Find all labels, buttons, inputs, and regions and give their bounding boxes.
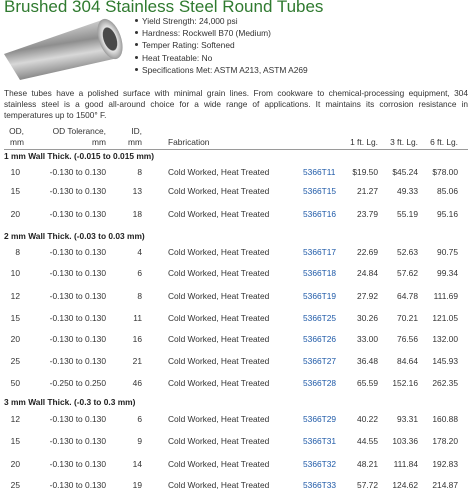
- cell-od: 8: [15, 247, 20, 257]
- cell-price-3ft: $45.24: [392, 167, 418, 177]
- table-row: [0, 356, 474, 370]
- cell-price-6ft: 178.20: [432, 436, 458, 446]
- cell-price-1ft: 30.26: [357, 313, 378, 323]
- cell-tolerance: -0.130 to 0.130: [49, 313, 106, 323]
- table-row: [0, 313, 474, 327]
- cell-price-6ft: $78.00: [432, 167, 458, 177]
- cell-od: 20: [10, 209, 20, 219]
- header-id-unit: mm: [128, 137, 142, 147]
- cell-price-6ft: 99.34: [437, 268, 458, 278]
- cell-price-3ft: 103.36: [392, 436, 418, 446]
- product-description: These tubes have a polished surface with minimal grain lines. From cookware to chemical-processing equipment, 304 stainless steel is a good all-around choice for a wide range of applications. It maintains its corrosion resistance in temperatures up to 1500° F.: [4, 88, 468, 120]
- cell-price-6ft: 192.83: [432, 459, 458, 469]
- part-number-link[interactable]: 5366T31: [303, 436, 337, 446]
- cell-price-1ft: 65.59: [357, 378, 378, 388]
- table-row: [0, 167, 474, 181]
- cell-price-3ft: 57.62: [397, 268, 418, 278]
- cell-tolerance: -0.130 to 0.130: [49, 334, 106, 344]
- cell-id: 14: [132, 459, 142, 469]
- cell-od: 25: [10, 356, 20, 366]
- header-price-3ft: 3 ft. Lg.: [390, 137, 418, 147]
- cell-tolerance: -0.130 to 0.130: [49, 247, 106, 257]
- cell-fabrication: Cold Worked, Heat Treated: [168, 313, 270, 323]
- cell-price-6ft: 90.75: [437, 247, 458, 257]
- cell-price-1ft: 21.27: [357, 186, 378, 196]
- cell-price-3ft: 76.56: [397, 334, 418, 344]
- cell-id: 8: [137, 167, 142, 177]
- specs-list: [134, 15, 308, 76]
- cell-tolerance: -0.130 to 0.130: [49, 480, 106, 490]
- table-row: [0, 480, 474, 494]
- group-title: 2 mm Wall Thick. (-0.03 to 0.03 mm): [4, 231, 145, 241]
- cell-tolerance: -0.130 to 0.130: [49, 186, 106, 196]
- cell-price-1ft: 36.48: [357, 356, 378, 366]
- cell-fabrication: Cold Worked, Heat Treated: [168, 209, 270, 219]
- cell-price-3ft: 49.33: [397, 186, 418, 196]
- cell-price-3ft: 124.62: [392, 480, 418, 490]
- cell-fabrication: Cold Worked, Heat Treated: [168, 459, 270, 469]
- cell-price-1ft: 27.92: [357, 291, 378, 301]
- cell-price-6ft: 132.00: [432, 334, 458, 344]
- header-tolerance-unit: mm: [92, 137, 106, 147]
- cell-od: 10: [10, 167, 20, 177]
- cell-price-6ft: 262.35: [432, 378, 458, 388]
- cell-fabrication: Cold Worked, Heat Treated: [168, 186, 270, 196]
- header-id-label: ID,: [131, 126, 142, 136]
- header-divider: [4, 149, 468, 150]
- cell-id: 21: [132, 356, 142, 366]
- cell-id: 18: [132, 209, 142, 219]
- cell-od: 15: [10, 313, 20, 323]
- cell-fabrication: Cold Worked, Heat Treated: [168, 480, 270, 490]
- header-od-unit: mm: [10, 137, 24, 147]
- header-od: [0, 126, 24, 148]
- part-number-link[interactable]: 5366T15: [303, 186, 337, 196]
- part-number-link[interactable]: 5366T32: [303, 459, 337, 469]
- cell-price-6ft: 121.05: [432, 313, 458, 323]
- cell-price-3ft: 52.63: [397, 247, 418, 257]
- part-number-link[interactable]: 5366T16: [303, 209, 337, 219]
- spec-specifications-met: Specifications Met: ASTM A213, ASTM A269: [134, 64, 308, 76]
- cell-fabrication: Cold Worked, Heat Treated: [168, 334, 270, 344]
- part-number-link[interactable]: 5366T19: [303, 291, 337, 301]
- header-price-1ft: 1 ft. Lg.: [350, 137, 378, 147]
- group-title: 1 mm Wall Thick. (-0.015 to 0.015 mm): [4, 151, 155, 161]
- part-number-link[interactable]: 5366T29: [303, 414, 337, 424]
- spec-yield-strength: Yield Strength: 24,000 psi: [134, 15, 308, 27]
- cell-fabrication: Cold Worked, Heat Treated: [168, 268, 270, 278]
- cell-od: 50: [10, 378, 20, 388]
- cell-tolerance: -0.130 to 0.130: [49, 167, 106, 177]
- cell-tolerance: -0.130 to 0.130: [49, 291, 106, 301]
- cell-price-1ft: 40.22: [357, 414, 378, 424]
- table-row: [0, 414, 474, 428]
- header-tolerance-label: OD Tolerance,: [52, 126, 106, 136]
- part-number-link[interactable]: 5366T26: [303, 334, 337, 344]
- cell-price-1ft: $19.50: [352, 167, 378, 177]
- cell-tolerance: -0.130 to 0.130: [49, 436, 106, 446]
- part-number-link[interactable]: 5366T11: [303, 167, 336, 177]
- cell-price-1ft: 48.21: [357, 459, 378, 469]
- part-number-link[interactable]: 5366T28: [303, 378, 337, 388]
- cell-od: 20: [10, 334, 20, 344]
- cell-fabrication: Cold Worked, Heat Treated: [168, 291, 270, 301]
- spec-temper-rating: Temper Rating: Softened: [134, 39, 308, 51]
- page-title: Brushed 304 Stainless Steel Round Tubes: [4, 0, 324, 16]
- cell-id: 46: [132, 378, 142, 388]
- cell-id: 6: [137, 268, 142, 278]
- part-number-link[interactable]: 5366T27: [303, 356, 337, 366]
- part-number-link[interactable]: 5366T25: [303, 313, 337, 323]
- cell-price-1ft: 57.72: [357, 480, 378, 490]
- group-title: 3 mm Wall Thick. (-0.3 to 0.3 mm): [4, 397, 136, 407]
- cell-price-3ft: 111.84: [393, 459, 418, 469]
- cell-fabrication: Cold Worked, Heat Treated: [168, 247, 270, 257]
- cell-id: 9: [137, 436, 142, 446]
- cell-tolerance: -0.130 to 0.130: [49, 268, 106, 278]
- cell-id: 19: [132, 480, 142, 490]
- cell-fabrication: Cold Worked, Heat Treated: [168, 167, 270, 177]
- cell-price-6ft: 145.93: [432, 356, 458, 366]
- cell-id: 4: [137, 247, 142, 257]
- cell-fabrication: Cold Worked, Heat Treated: [168, 414, 270, 424]
- table-row: [0, 378, 474, 392]
- header-price-6ft: 6 ft. Lg.: [430, 137, 458, 147]
- part-number-link[interactable]: 5366T17: [303, 247, 337, 257]
- cell-od: 15: [10, 436, 20, 446]
- cell-id: 13: [132, 186, 142, 196]
- cell-price-3ft: 84.64: [397, 356, 418, 366]
- cell-price-6ft: 111.69: [433, 291, 458, 301]
- cell-tolerance: -0.130 to 0.130: [49, 414, 106, 424]
- cell-price-1ft: 22.69: [357, 247, 378, 257]
- cell-id: 16: [132, 334, 142, 344]
- cell-od: 25: [10, 480, 20, 490]
- cell-price-1ft: 24.84: [357, 268, 378, 278]
- cell-price-3ft: 55.19: [397, 209, 418, 219]
- cell-tolerance: -0.250 to 0.250: [49, 378, 106, 388]
- cell-price-6ft: 214.87: [432, 480, 458, 490]
- table-row: [0, 334, 474, 348]
- table-row: [0, 459, 474, 473]
- spec-hardness: Hardness: Rockwell B70 (Medium): [134, 27, 308, 39]
- cell-fabrication: Cold Worked, Heat Treated: [168, 378, 270, 388]
- cell-price-3ft: 70.21: [397, 313, 418, 323]
- cell-price-3ft: 152.16: [392, 378, 418, 388]
- cell-tolerance: -0.130 to 0.130: [49, 459, 106, 469]
- spec-heat-treatable: Heat Treatable: No: [134, 52, 308, 64]
- cell-price-3ft: 93.31: [397, 414, 418, 424]
- cell-price-3ft: 64.78: [397, 291, 418, 301]
- cell-od: 12: [10, 291, 20, 301]
- header-fabrication: Fabrication: [168, 137, 210, 147]
- cell-price-1ft: 33.00: [357, 334, 378, 344]
- cell-id: 8: [137, 291, 142, 301]
- table-row: [0, 247, 474, 261]
- table-row: [0, 291, 474, 305]
- cell-price-6ft: 95.16: [437, 209, 458, 219]
- table-row: [0, 209, 474, 223]
- cell-price-1ft: 23.79: [357, 209, 378, 219]
- table-row: [0, 436, 474, 450]
- part-number-link[interactable]: 5366T18: [303, 268, 337, 278]
- cell-od: 12: [10, 414, 20, 424]
- cell-id: 11: [133, 313, 142, 323]
- cell-od: 10: [10, 268, 20, 278]
- cell-id: 6: [137, 414, 142, 424]
- cell-price-1ft: 44.55: [357, 436, 378, 446]
- cell-od: 15: [10, 186, 20, 196]
- cell-price-6ft: 85.06: [437, 186, 458, 196]
- part-number-link[interactable]: 5366T33: [303, 480, 337, 490]
- cell-od: 20: [10, 459, 20, 469]
- header-id: [100, 126, 142, 148]
- table-row: [0, 186, 474, 200]
- header-od-label: OD,: [9, 126, 24, 136]
- stainless-steel-tube-image: [2, 14, 126, 80]
- cell-fabrication: Cold Worked, Heat Treated: [168, 356, 270, 366]
- cell-tolerance: -0.130 to 0.130: [49, 356, 106, 366]
- cell-fabrication: Cold Worked, Heat Treated: [168, 436, 270, 446]
- cell-tolerance: -0.130 to 0.130: [49, 209, 106, 219]
- header-tolerance: [44, 126, 106, 148]
- cell-price-6ft: 160.88: [432, 414, 458, 424]
- table-row: [0, 268, 474, 282]
